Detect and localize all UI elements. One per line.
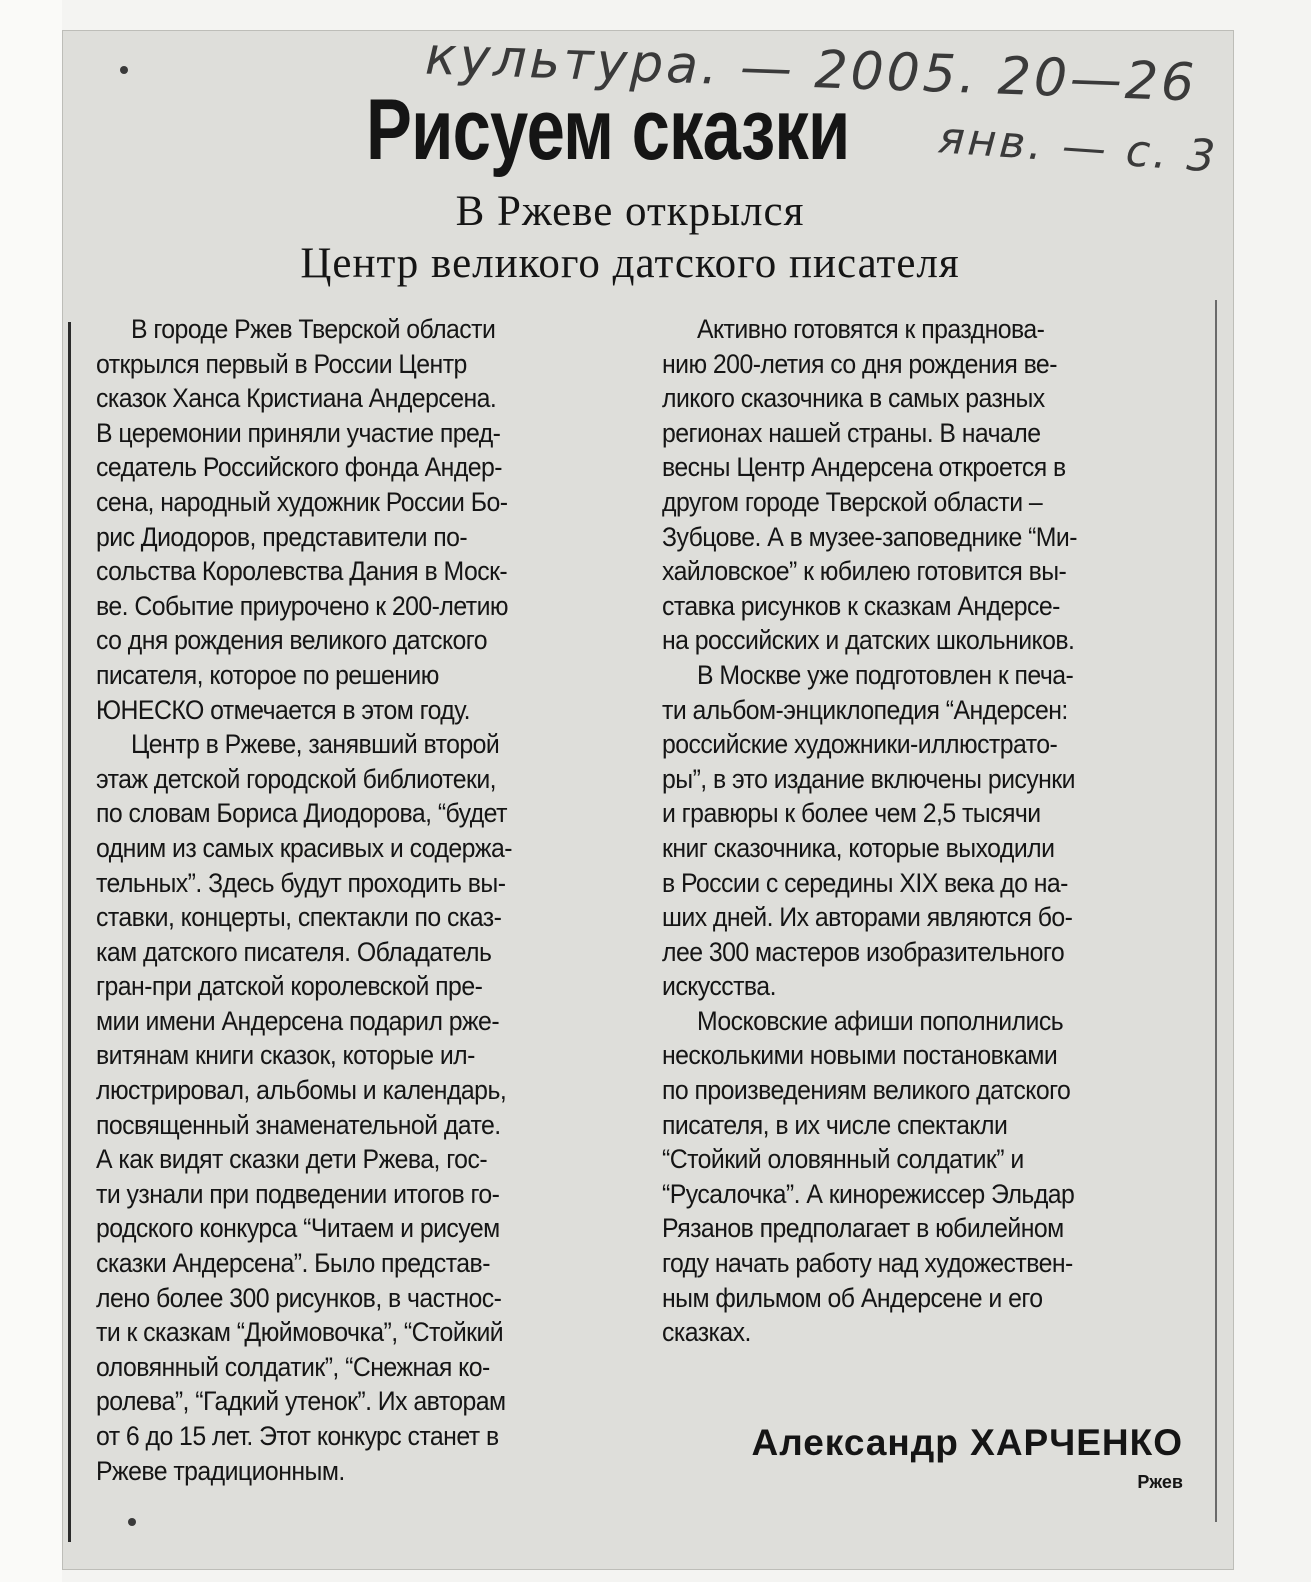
text-line: открылся первый в России Центр: [96, 348, 467, 379]
text-line: ЮНЕСКО отмечается в этом году.: [96, 694, 470, 725]
text-line: лено более 300 рисунков, в частнос-: [96, 1282, 502, 1313]
text-line: весны Центр Андерсена откроется в: [662, 452, 1066, 483]
text-line: году начать работу над художествен-: [662, 1248, 1073, 1279]
text-line: регионах нашей страны. В начале: [662, 417, 1041, 448]
text-line: В церемонии приняли участие пред-: [96, 417, 501, 448]
text-line: Ржеве традиционным.: [96, 1455, 345, 1486]
text-line: родского конкурса “Читаем и рисуем: [96, 1213, 500, 1244]
text-line: ставки, концерты, спектакли по сказ-: [96, 902, 502, 933]
author-name: Александр ХАРЧЕНКО: [751, 1422, 1183, 1463]
text-line: Центр в Ржеве, занявший второй: [130, 729, 500, 760]
column-rule-left: [68, 322, 71, 1542]
text-line: искусства.: [662, 971, 776, 1002]
text-line: гран-при датской королевской пре-: [96, 971, 483, 1002]
text-line: по словам Бориса Диодорова, “будет: [96, 798, 507, 829]
text-line: лее 300 мастеров изобразительного: [662, 936, 1065, 967]
handwritten-citation: культура. — 2005. 20—26: [424, 26, 1199, 114]
text-line: по произведениям великого датского: [662, 1075, 1071, 1106]
text-line: ролева”, “Гадкий утенок”. Их авторам: [96, 1386, 506, 1417]
text-line: и гравюры к более чем 2,5 тысячи: [662, 798, 1041, 829]
handwritten-citation-page: янв. — с. 3: [936, 112, 1220, 183]
text-line: оловянный солдатик”, “Снежная ко-: [96, 1351, 490, 1382]
subheadline-line: В Ржеве открылся: [455, 188, 805, 235]
text-line: витянам книги сказок, которые ил-: [96, 1040, 475, 1071]
text-line: книг сказочника, которые выходили: [662, 832, 1055, 863]
text-line: со дня рождения великого датского: [96, 625, 488, 656]
text-line: ным фильмом об Андерсене и его: [662, 1282, 1043, 1313]
text-line: ти альбом-энциклопедия “Андерсен:: [662, 694, 1068, 725]
punch-mark: [120, 66, 128, 74]
text-line: сольства Королевства Дания в Моск-: [96, 556, 508, 587]
article-subheadline: [150, 186, 1110, 290]
column-rule-right: [1215, 300, 1217, 1522]
text-line: российские художники-иллюстрато-: [662, 729, 1058, 760]
text-line: ликого сказочника в самых разных: [662, 383, 1045, 414]
text-line: посвященный знаменательной дате.: [96, 1109, 501, 1140]
text-line: в России с середины XIX века до на-: [662, 867, 1068, 898]
article-column-1: [96, 312, 616, 1488]
text-line: кам датского писателя. Обладатель: [96, 936, 492, 967]
scan-background: [0, 0, 62, 1582]
text-line: хайловское” к юбилею готовится вы-: [662, 556, 1067, 587]
text-line: Рязанов предполагает в юбилейном: [662, 1213, 1064, 1244]
text-line: “Русалочка”. А кинорежиссер Эльдар: [662, 1178, 1075, 1209]
text-line: Активно готовятся к празднова-: [696, 314, 1045, 344]
text-line: Зубцове. А в музее-заповеднике “Ми-: [662, 521, 1077, 552]
text-line: от 6 до 15 лет. Этот конкурс станет в: [96, 1421, 499, 1451]
text-line: рис Диодоров, представители по-: [96, 521, 468, 552]
text-line: ти узнали при подведении итогов го-: [96, 1178, 500, 1209]
subheadline-line: Центр великого датского писателя: [300, 240, 960, 287]
text-line: А как видят сказки дети Ржева, гос-: [96, 1144, 488, 1175]
article-column-2: [662, 312, 1182, 1350]
text-line: сказках.: [662, 1317, 751, 1348]
text-line: ставка рисунков к сказкам Андерсе-: [662, 590, 1060, 621]
text-line: седатель Российского фонда Андер-: [96, 452, 503, 483]
text-line: другом городе Тверской области –: [662, 486, 1043, 517]
text-line: этаж детской городской библиотеки,: [96, 763, 497, 794]
author-city: Ржев: [1137, 1472, 1183, 1492]
text-line: ших дней. Их авторами являются бо-: [662, 902, 1073, 933]
text-line: на российских и датских школьников.: [662, 625, 1075, 656]
text-line: сказки Андерсена”. Было представ-: [96, 1248, 490, 1279]
text-line: В городе Ржев Тверской области: [130, 314, 496, 344]
text-line: ве. Событие приурочено к 200-летию: [96, 590, 508, 621]
text-line: ти к сказкам “Дюймовочка”, “Стойкий: [96, 1317, 504, 1348]
text-line: писателя, в их числе спектакли: [662, 1109, 1008, 1140]
text-line: Московские афиши пополнились: [696, 1005, 1064, 1036]
text-line: сена, народный художник России Бо-: [96, 486, 508, 517]
punch-mark: [128, 1518, 136, 1526]
text-line: мии имени Андерсена подарил рже-: [96, 1005, 500, 1036]
text-line: несколькими новыми постановками: [662, 1040, 1058, 1071]
text-line: ры”, в это издание включены рисунки: [662, 763, 1075, 794]
text-line: “Стойкий оловянный солдатик” и: [662, 1144, 1024, 1175]
text-line: В Москве уже подготовлен к печа-: [696, 659, 1074, 690]
text-line: писателя, которое по решению: [96, 659, 439, 690]
text-line: тельных”. Здесь будут проходить вы-: [96, 867, 506, 898]
text-line: люстрировал, альбомы и календарь,: [96, 1075, 507, 1106]
text-line: одним из самых красивых и содержа-: [96, 832, 512, 863]
article-headline: Рисуем сказки: [366, 82, 850, 178]
text-line: нию 200-летия со дня рождения ве-: [662, 348, 1057, 379]
text-line: сказок Ханса Кристиана Андерсена.: [96, 383, 497, 414]
